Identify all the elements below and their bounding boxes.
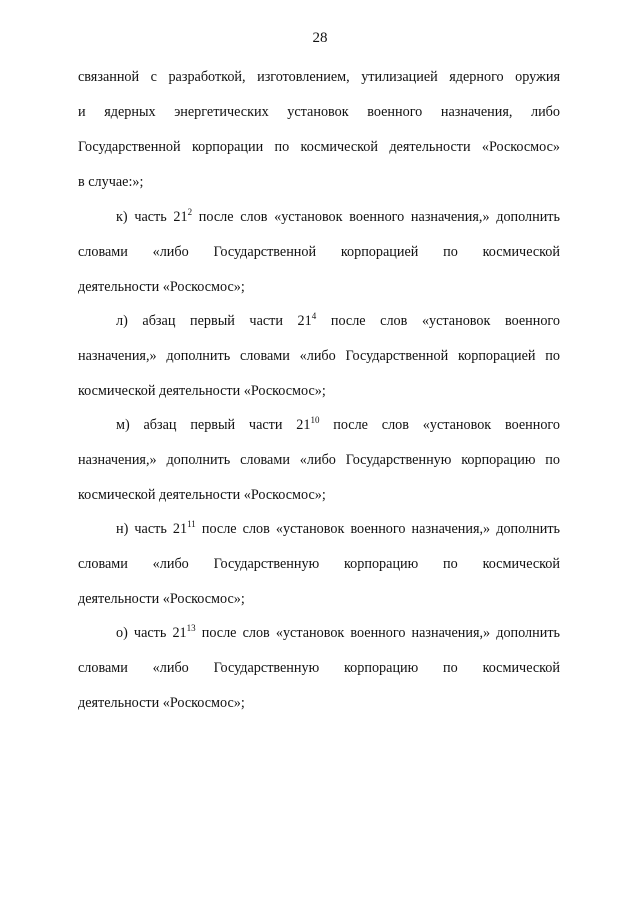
text-line	[116, 623, 560, 643]
text-line: словами «либо Государственной корпорацией по космической	[78, 244, 560, 260]
text-line: деятельности «Роскосмос»;	[78, 279, 245, 295]
text-line	[116, 207, 560, 227]
item-suffix: после слов «установок военного назначения,» дополнить	[195, 521, 560, 537]
text-line: Государственной корпорации по космической деятельности «Роскосмос»	[78, 139, 560, 155]
item-suffix: после слов «установок военного назначения,» дополнить	[195, 625, 560, 641]
item-suffix: после слов «установок военного	[316, 313, 560, 329]
text-line: словами «либо Государственную корпорацию по космической	[78, 556, 560, 572]
superscript: 13	[186, 623, 196, 633]
superscript: 11	[187, 519, 196, 529]
item-suffix: после слов «установок военного	[319, 417, 560, 433]
text-line: назначения,» дополнить словами «либо Государственную корпорацию по	[78, 452, 560, 468]
item-suffix: после слов «установок военного назначения,» дополнить	[192, 209, 560, 225]
page-number: 28	[312, 30, 328, 46]
item-prefix: м) абзац первый части 21	[116, 417, 311, 433]
text-line: назначения,» дополнить словами «либо Государственной корпорацией по	[78, 348, 560, 364]
text-line: и ядерных энергетических установок военного назначения, либо	[78, 104, 560, 120]
text-line	[116, 415, 560, 435]
text-line: словами «либо Государственную корпорацию по космической	[78, 660, 560, 676]
text-line: связанной с разработкой, изготовлением, утилизацией ядерного оружия	[78, 69, 560, 85]
item-prefix: о) часть 21	[116, 625, 187, 641]
text-line: космической деятельности «Роскосмос»;	[78, 487, 326, 503]
text-line: деятельности «Роскосмос»;	[78, 591, 245, 607]
superscript: 2	[187, 207, 193, 217]
item-prefix: к) часть 21	[116, 209, 188, 225]
item-prefix: н) часть 21	[116, 521, 188, 537]
text-line	[116, 519, 560, 539]
superscript: 10	[310, 415, 320, 425]
item-prefix: л) абзац первый части 21	[116, 313, 312, 329]
text-line	[116, 311, 560, 331]
text-line: деятельности «Роскосмос»;	[78, 695, 245, 711]
superscript: 4	[311, 311, 317, 321]
text-line: космической деятельности «Роскосмос»;	[78, 383, 326, 399]
text-line: в случае:»;	[78, 174, 144, 190]
